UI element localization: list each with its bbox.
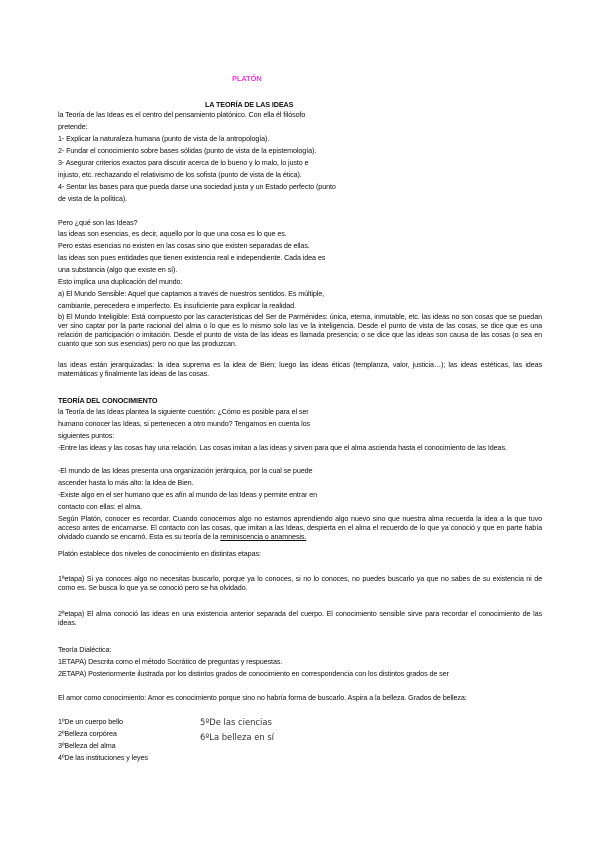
amor-paragraph: El amor como conocimiento: Amor es conocimiento porque sino no habría forma de buscarlo. Aspira a la belleza. Grados de belleza: [58, 693, 467, 702]
intro-item: 3- Asegurar criterios exactos para discutir acerca de lo bueno y lo malo, lo justo e [58, 158, 309, 167]
etapa-2-paragraph: 2ªetapa) El alma conoció las ideas en una existencia anterior separada del cuerpo. El conocimiento sensible sirve para recordar el conocimiento de las ideas. [58, 609, 542, 627]
ideas-line: las ideas son pues entidades que tienen existencia real e independiente. Cada idea es [58, 253, 326, 262]
intro-item: 4- Sentar las bases para que pueda darse una sociedad justa y un Estado perfecto (punto [58, 182, 336, 191]
ideas-line: una substancia (algo que existe en sí). [58, 265, 178, 274]
document-title: PLATÓN [232, 74, 262, 83]
mundo-sensible: cambiante, perecedero e imperfecto. Es insuficiente para explicar la realidad. [58, 301, 296, 310]
grado-belleza: 3ºBelleza del alma [58, 741, 116, 750]
etapa-1-paragraph: 1ªetapa) Si ya conoces algo no necesitas buscarlo, porque ya lo conoces, si no lo conoces, no puedes buscarlo ya que no sabes de su existencia ni de como es. Se busca lo que ya se conoció pero se ha olvidado. [58, 574, 542, 592]
intro-item: de vista de la política). [58, 194, 128, 203]
mundo-inteligible-paragraph: b) El Mundo Inteligible: Está compuesto por las características del Ser de Parménides: única, eterna, inmutable, etc. las ideas no son cosas que se puedan ver sino captar por la parte racional del alma o lo que es lo mismo solo las ve la inteligencia. Desde el punto de vista de las cosas, se dice que es una relación de participación o imitación. Desde el punto de vista de las ideas es llamada presencia; o se dice que las ideas son causa de las cosas (o sea en cuanto que son sus esencias) pero no que las produzcan. [58, 312, 542, 348]
conocimiento-line: ascender hasta lo más alto: la Idea de Bien. [58, 478, 194, 487]
conocimiento-line: siguientes puntos: [58, 431, 115, 440]
conocimiento-line: -Existe algo en el ser humano que es afín al mundo de las Ideas y permite entrar en [58, 490, 317, 499]
conocimiento-line: la Teoría de las Ideas plantea la siguiente cuestión: ¿Cómo es posible para el ser [58, 407, 309, 416]
ideas-line: las ideas son esencias, es decir, aquello por lo que una cosa es lo que es. [58, 229, 287, 238]
grado-belleza: 1ºDe un cuerpo bello [58, 717, 123, 726]
recordar-paragraph [58, 514, 542, 541]
ideas-line: Esto implica una duplicación del mundo: [58, 277, 183, 286]
grado-belleza-extra: 6ºLa belleza en sí [200, 732, 275, 742]
recordar-text: Según Platón, conocer es recordar. Cuando conocemos algo no estamos aprendiendo algo nuevo sino que nuestra alma recuerda la idea a la que tuvo acceso antes de encarnarse. El contacto con las cosas, que imitan a las Ideas, despierta en el alma el recuerdo de lo que ya conoció y que en parte había olvidado cuando se encarnó. Esta es su teoría de la [58, 514, 542, 541]
heading-teoria-conocimiento: TEORÍA DEL CONOCIMIENTO [58, 396, 158, 405]
intro-line: pretende: [58, 122, 88, 131]
conocimiento-line: -El mundo de las Ideas presenta una organización jerárquica, por la cual se puede [58, 466, 313, 475]
ideas-question: Pero ¿qué son las Ideas? [58, 218, 138, 227]
niveles-line: Platón establece dos niveles de conocimiento en distintas etapas: [58, 549, 261, 558]
reminiscencia-term: reminiscencia o anamnesis. [220, 532, 307, 541]
dialectica-item: 2ETAPA) Posteriormente ilustrada por los distintos grados de conocimiento en correspondencia con los distintos grados de ser [58, 669, 449, 678]
conocimiento-line: contacto con ellas: el alma. [58, 502, 142, 511]
relacion-paragraph: -Entre las ideas y las cosas hay una relación. Las cosas imitan a las ideas y sirven para que el alma ascienda hasta el conocimiento de las Ideas. [58, 443, 507, 452]
mundo-sensible: a) El Mundo Sensible: Aquel que captamos a través de nuestros sentidos. Es múltiple, [58, 289, 325, 298]
intro-item: 2- Fundar el conocimiento sobre bases sólidas (punto de vista de la epistemología). [58, 146, 317, 155]
grado-belleza-extra: 5ºDe las ciencias [200, 717, 272, 727]
grado-belleza: 4ºDe las instituciones y leyes [58, 753, 148, 762]
intro-line: la Teoría de las Ideas es el centro del pensamiento platónico. Con ella él filósofo [58, 110, 306, 119]
intro-item: 1- Explicar la naturaleza humana (punto de vista de la antropología). [58, 134, 270, 143]
jerarquia-paragraph: las ideas están jerarquizadas: la idea suprema es la idea de Bien; luego las ideas éticas (templanza, valor, justicia…); las ideas estéticas, las ideas matemáticas y finalmente las ideas de las cosas. [58, 360, 542, 378]
dialectica-item: 1ETAPA) Descrita como el método Socrático de preguntas y respuestas. [58, 657, 283, 666]
ideas-line: Pero estas esencias no existen en las cosas sino que existen separadas de ellas. [58, 241, 310, 250]
heading-teoria-dialectica: Teoría Dialéctica: [58, 645, 112, 654]
grado-belleza: 2ºBelleza corpórea [58, 729, 117, 738]
intro-item: injusto, etc. rechazando el relativismo de los sofista (punto de vista de la ética). [58, 170, 302, 179]
conocimiento-line: humano conocer las Ideas, si pertenecen a otro mundo? Tengamos en cuenta los [58, 419, 310, 428]
heading-teoria-ideas: LA TEORÍA DE LAS IDEAS [205, 100, 294, 109]
